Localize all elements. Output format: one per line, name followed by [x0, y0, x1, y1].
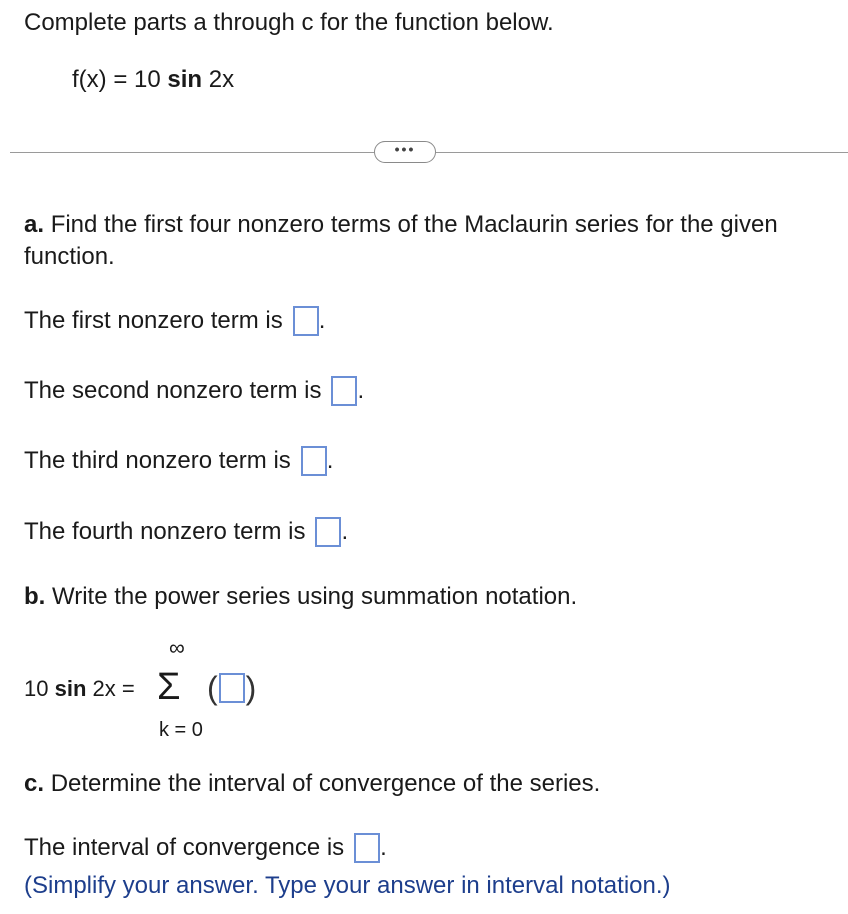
function-definition [72, 66, 234, 94]
summation-lhs-sin: sin [54, 676, 87, 701]
part-a-prompt [24, 211, 778, 239]
function-arg: 2x [202, 66, 235, 93]
summation-lower-limit: k = 0 [159, 719, 203, 741]
part-a-prompt-text: Find the first four nonzero terms of the Maclaurin series for the given [50, 211, 778, 238]
summation-lhs [24, 676, 135, 702]
part-b-label: b. [24, 583, 46, 610]
term-4-label: The fourth nonzero term is [24, 518, 306, 545]
interval-answer-box[interactable] [354, 833, 380, 863]
term-row-1 [24, 306, 325, 336]
term-row-4 [24, 517, 348, 547]
summand-answer-box[interactable] [219, 673, 245, 703]
summand-close-paren: ) [245, 670, 257, 706]
interval-row [24, 833, 387, 863]
sigma-symbol: Σ [157, 666, 181, 708]
part-a-label: a. [24, 211, 45, 238]
term-1-period: . [318, 307, 326, 334]
divider-left [10, 152, 374, 153]
summand-group [207, 670, 256, 706]
part-c-prompt [24, 770, 600, 798]
term-1-label: The first nonzero term is [24, 307, 283, 334]
part-a-prompt-line2: function. [24, 243, 115, 270]
term-3-label: The third nonzero term is [24, 447, 291, 474]
summation-lhs-arg: 2x = [86, 676, 135, 701]
expand-more-button[interactable] [374, 141, 436, 163]
term-2-period: . [357, 377, 365, 404]
term-row-3 [24, 446, 333, 476]
third-term-answer-box[interactable] [301, 446, 327, 476]
function-sin: sin [167, 66, 203, 93]
first-term-answer-box[interactable] [293, 306, 319, 336]
part-b-prompt [24, 583, 577, 611]
instruction-text: Complete parts a through c for the function below. [24, 9, 554, 36]
answer-format-note: (Simplify your answer. Type your answer in interval notation.) [24, 872, 671, 899]
interval-label: The interval of convergence is [24, 834, 345, 861]
part-c-label: c. [24, 770, 45, 797]
summation-lhs-coef: 10 [24, 676, 55, 701]
ellipsis-icon: ••• [394, 141, 416, 157]
summation-upper-limit: ∞ [169, 635, 185, 660]
fourth-term-answer-box[interactable] [315, 517, 341, 547]
interval-period: . [380, 834, 387, 861]
second-term-answer-box[interactable] [331, 376, 357, 406]
term-4-period: . [341, 518, 349, 545]
term-2-label: The second nonzero term is [24, 377, 322, 404]
term-3-period: . [326, 447, 334, 474]
summand-open-paren: ( [207, 670, 218, 706]
part-c-prompt-text: Determine the interval of convergence of the series. [50, 770, 601, 797]
term-row-2 [24, 376, 364, 406]
function-lhs: f(x) = 10 [72, 66, 168, 93]
part-b-prompt-text: Write the power series using summation notation. [52, 583, 578, 610]
divider-right [436, 152, 848, 153]
